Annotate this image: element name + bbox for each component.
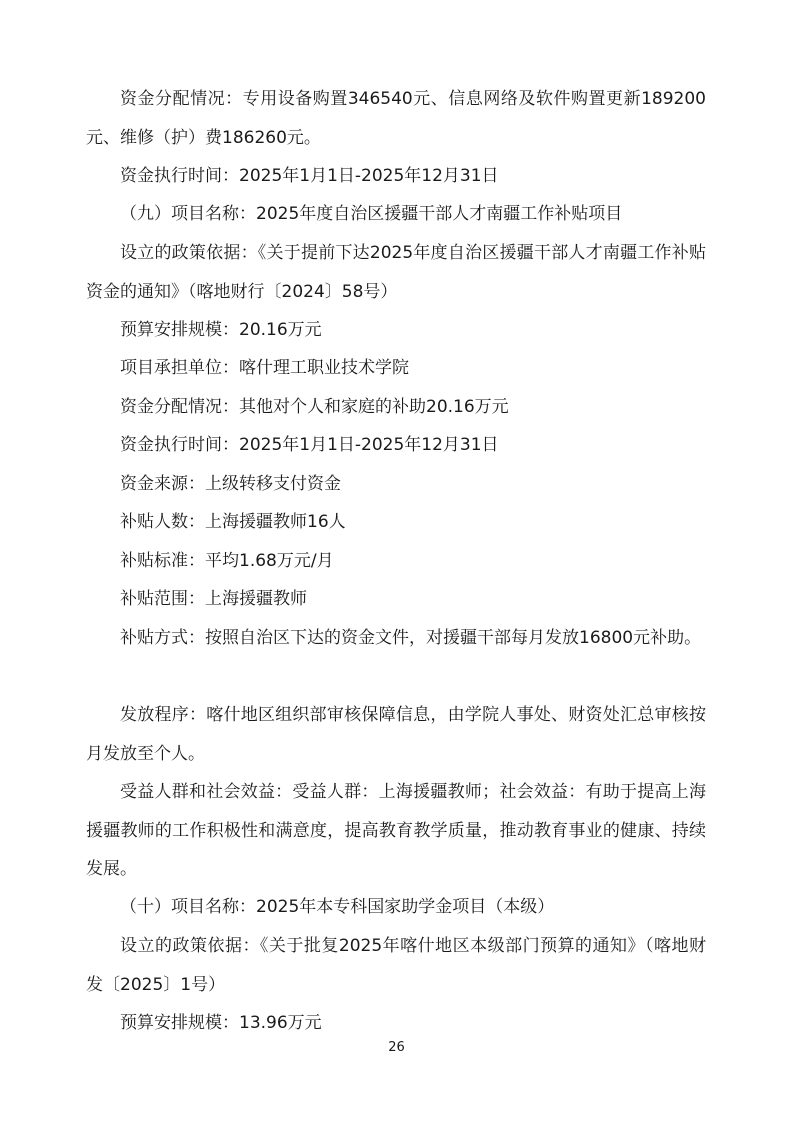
paragraph-subsidy-standard: 补贴标准：平均1.68万元/月 xyxy=(120,551,334,571)
paragraph-policy-basis-10: 设立的政策依据：《关于批复2025年喀什地区本级部门预算的通知》（喀地财发〔2025〕1号） xyxy=(86,936,706,995)
paragraph-beneficiaries-benefits: 受益人群和社会效益：受益人群：上海援疆教师；社会效益：有助于提高上海援疆教师的工作积极性和满意度，提高教育教学质量，推动教育事业的健康、持续发展。 xyxy=(86,782,706,879)
paragraph-undertaking-unit: 项目承担单位：喀什理工职业技术学院 xyxy=(120,358,409,378)
paragraph-disbursement-procedure: 发放程序：喀什地区组织部审核保障信息，由学院人事处、财资处汇总审核按月发放至个人。 xyxy=(86,705,706,764)
paragraph-project-9-title: （九）项目名称：2025年度自治区援疆干部人才南疆工作补贴项目 xyxy=(120,204,623,224)
paragraph-budget-scale-10: 预算安排规模：13.96万元 xyxy=(120,1013,322,1033)
paragraph-fund-allocation-9: 资金分配情况：其他对个人和家庭的补助20.16万元 xyxy=(120,397,509,417)
paragraph-fund-allocation-1: 资金分配情况：专用设备购置346540元、信息网络及软件购置更新189200元、维修（护）费186260元。 xyxy=(86,89,706,148)
paragraph-budget-scale-9: 预算安排规模：20.16万元 xyxy=(120,320,322,340)
paragraph-subsidy-method: 补贴方式：按照自治区下达的资金文件，对援疆干部每月发放16800元补助。 xyxy=(120,628,702,648)
paragraph-execution-time-1: 资金执行时间：2025年1月1日-2025年12月31日 xyxy=(120,166,499,186)
paragraph-fund-source: 资金来源：上级转移支付资金 xyxy=(120,474,341,494)
paragraph-policy-basis-9: 设立的政策依据：《关于提前下达2025年度自治区援疆干部人才南疆工作补贴资金的通知》（喀地财行〔2024〕58号） xyxy=(86,243,706,302)
paragraph-execution-time-9: 资金执行时间：2025年1月1日-2025年12月31日 xyxy=(120,435,499,455)
page-number: 26 xyxy=(388,1040,405,1055)
paragraph-project-10-title: （十）项目名称：2025年本专科国家助学金项目（本级） xyxy=(120,897,555,917)
paragraph-subsidy-scope: 补贴范围：上海援疆教师 xyxy=(120,589,307,609)
paragraph-subsidy-count: 补贴人数：上海援疆教师16人 xyxy=(120,512,346,532)
